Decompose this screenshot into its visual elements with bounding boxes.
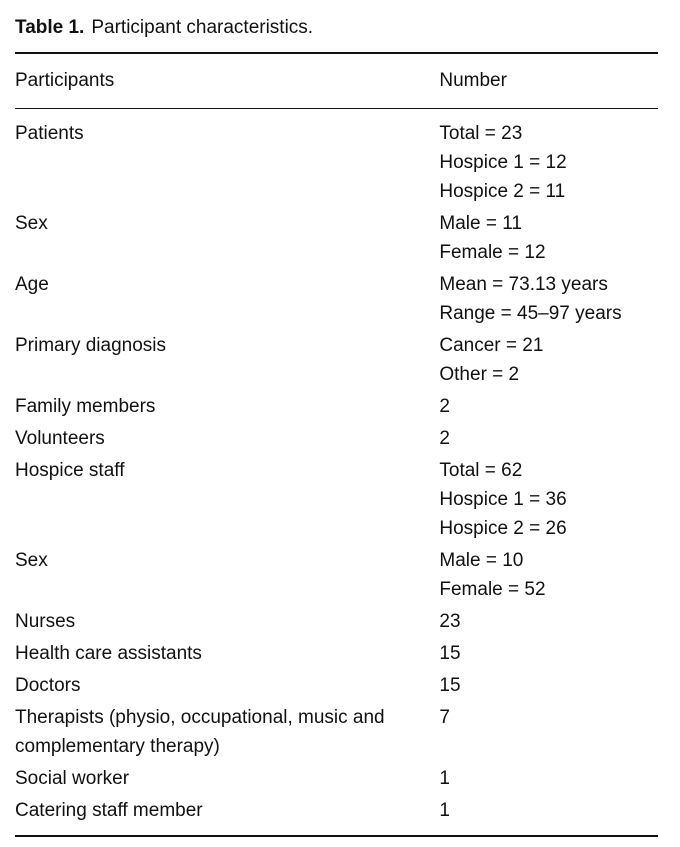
participant-cell: Hospice staff — [15, 460, 125, 481]
table-row — [15, 702, 658, 763]
number-cell — [439, 330, 658, 391]
participant-cell: Health care assistants — [15, 643, 202, 664]
table-row — [15, 330, 658, 391]
table-caption-label: Table 1. — [15, 17, 85, 38]
participant-cell: Patients — [15, 123, 84, 144]
number-cell — [439, 455, 658, 545]
number-line: Male = 11 — [439, 213, 522, 234]
number-line: Female = 52 — [439, 579, 546, 600]
table-row — [15, 606, 658, 638]
number-cell — [439, 208, 658, 269]
table-row — [15, 391, 658, 423]
table-row — [15, 208, 658, 269]
number-line: 15 — [439, 675, 461, 696]
number-cell — [439, 763, 658, 795]
number-cell — [439, 109, 658, 209]
number-line: 1 — [439, 768, 450, 789]
number-line: Female = 12 — [439, 242, 546, 263]
table-header — [15, 53, 658, 109]
number-cell — [439, 269, 658, 330]
number-line: Hospice 2 = 11 — [439, 181, 566, 202]
participant-cell: Primary diagnosis — [15, 335, 166, 356]
participant-cell: Therapists (physio, occupational, music and complementary therapy) — [15, 707, 385, 757]
table-row — [15, 795, 658, 836]
table-row — [15, 109, 658, 209]
participant-table — [15, 52, 658, 837]
participant-cell: Volunteers — [15, 428, 105, 449]
number-line: Cancer = 21 — [439, 335, 544, 356]
table-row — [15, 269, 658, 330]
number-cell — [439, 795, 658, 836]
number-cell — [439, 670, 658, 702]
number-cell — [439, 638, 658, 670]
table-row — [15, 638, 658, 670]
number-line: 15 — [439, 643, 461, 664]
table-row — [15, 763, 658, 795]
number-line: Range = 45–97 years — [439, 303, 622, 324]
number-line: 23 — [439, 611, 461, 632]
participant-cell: Catering staff member — [15, 800, 203, 821]
number-cell — [439, 423, 658, 455]
number-line: Hospice 2 = 26 — [439, 518, 567, 539]
table-caption — [15, 14, 658, 42]
participant-cell: Age — [15, 274, 49, 295]
number-line: Mean = 73.13 years — [439, 274, 608, 295]
number-line: Total = 62 — [439, 460, 523, 481]
number-line: 2 — [439, 428, 450, 449]
participant-cell: Family members — [15, 396, 156, 417]
number-cell — [439, 545, 658, 606]
table-row — [15, 423, 658, 455]
number-line: Male = 10 — [439, 550, 524, 571]
number-line: Hospice 1 = 36 — [439, 489, 567, 510]
number-cell — [439, 391, 658, 423]
participant-cell: Sex — [15, 213, 48, 234]
table-row — [15, 670, 658, 702]
number-cell — [439, 606, 658, 638]
number-line: 2 — [439, 396, 450, 417]
column-header-participants: Participants — [15, 53, 439, 109]
number-line: Other = 2 — [439, 364, 520, 385]
participant-cell: Sex — [15, 550, 48, 571]
participant-cell: Nurses — [15, 611, 76, 632]
number-line: 1 — [439, 800, 450, 821]
table-body — [15, 109, 658, 837]
header-row — [15, 53, 658, 109]
number-line: 7 — [439, 707, 450, 728]
table-row — [15, 455, 658, 545]
number-cell — [439, 702, 658, 763]
number-line: Total = 23 — [439, 123, 523, 144]
participant-cell: Social worker — [15, 768, 130, 789]
column-header-number: Number — [439, 53, 658, 109]
table-row — [15, 545, 658, 606]
table-caption-text: Participant characteristics. — [91, 17, 314, 38]
number-line: Hospice 1 = 12 — [439, 152, 567, 173]
participant-cell: Doctors — [15, 675, 81, 696]
